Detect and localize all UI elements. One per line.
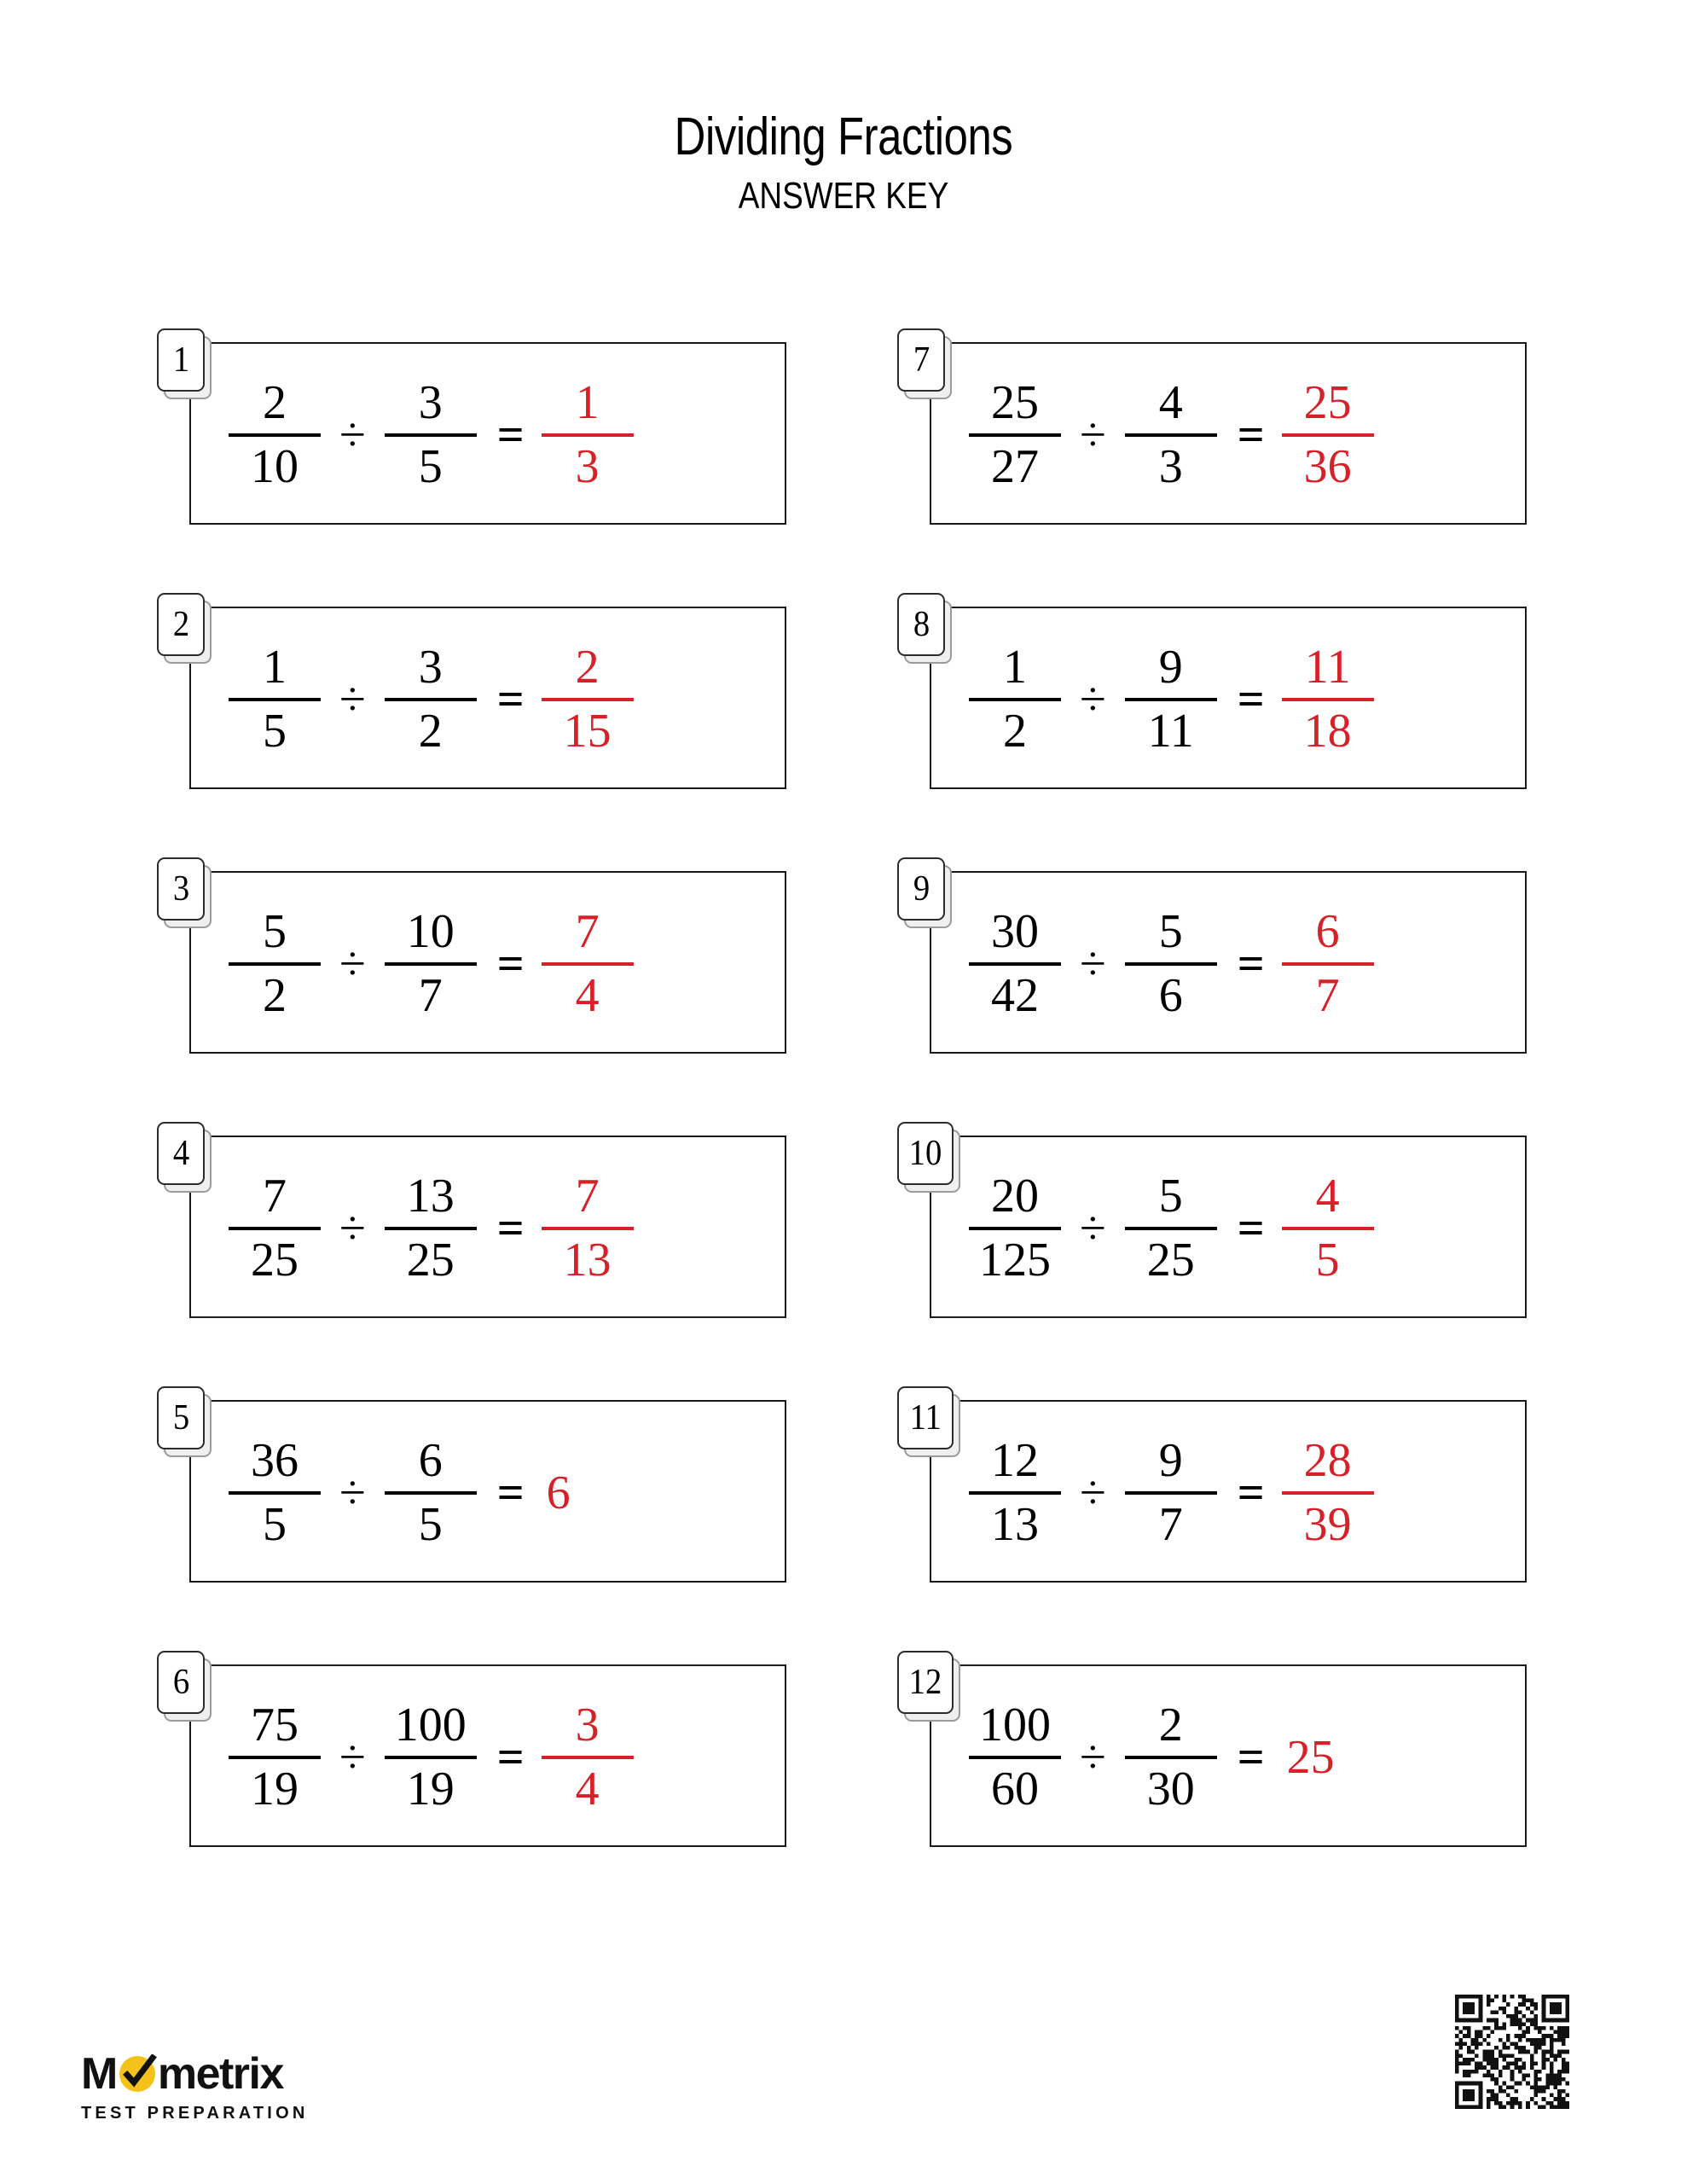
problem-column-left — [172, 328, 786, 1915]
equals-operator: = — [1237, 409, 1265, 462]
dividend-fraction-denominator: 2 — [263, 969, 287, 1022]
divisor-fraction-denominator: 5 — [418, 1498, 443, 1551]
answer-fraction-numerator: 28 — [1303, 1433, 1352, 1487]
divisor-fraction — [1125, 1698, 1217, 1815]
problem-item — [913, 857, 1527, 1054]
equals-operator: = — [496, 409, 525, 462]
answer-fraction-numerator: 11 — [1304, 640, 1351, 694]
divisor-fraction-numerator: 10 — [406, 904, 455, 958]
dividend-fraction-numerator: 7 — [263, 1169, 287, 1223]
dividend-fraction-denominator: 125 — [979, 1234, 1051, 1287]
divisor-fraction-denominator: 6 — [1158, 969, 1183, 1022]
divisor-fraction-numerator: 3 — [418, 640, 443, 694]
equals-operator: = — [1237, 1202, 1265, 1255]
problem-number-badge — [897, 1386, 954, 1449]
divide-operator: ÷ — [1080, 409, 1106, 462]
problem-number: 1 — [172, 340, 189, 380]
answer-fraction — [1282, 1433, 1374, 1551]
dividend-fraction-bar — [969, 962, 1061, 966]
equals-operator: = — [496, 673, 525, 726]
divide-operator: ÷ — [1080, 1467, 1106, 1519]
dividend-fraction-numerator: 100 — [979, 1698, 1051, 1751]
problem-column-right — [908, 328, 1527, 1915]
divisor-fraction-bar — [385, 433, 477, 437]
divisor-fraction-denominator: 11 — [1147, 705, 1194, 758]
badge-face — [897, 1122, 954, 1185]
badge-face — [157, 593, 205, 656]
dividend-fraction-denominator: 2 — [1003, 705, 1027, 758]
badge-face — [157, 328, 205, 392]
problem-item — [908, 1651, 1527, 1847]
answer-fraction-numerator: 1 — [575, 375, 600, 429]
divisor-fraction-denominator: 25 — [406, 1234, 455, 1287]
answer-fraction-denominator: 18 — [1303, 705, 1352, 758]
problem-number-badge — [897, 593, 945, 656]
problem-number-badge — [157, 593, 205, 656]
divisor-fraction-numerator: 9 — [1158, 640, 1183, 694]
divisor-fraction-numerator: 5 — [1158, 904, 1183, 958]
divide-operator: ÷ — [1080, 1731, 1106, 1784]
dividend-fraction-numerator: 20 — [991, 1169, 1039, 1223]
problem-number: 5 — [172, 1398, 189, 1438]
dividend-fraction — [229, 640, 321, 758]
divisor-fraction — [1125, 904, 1217, 1022]
equation — [969, 1165, 1374, 1292]
equals-operator: = — [496, 938, 525, 990]
answer-fraction-numerator: 4 — [1315, 1169, 1340, 1223]
divide-operator: ÷ — [339, 1731, 366, 1784]
divisor-fraction-numerator: 3 — [418, 375, 443, 429]
page-title: Dividing Fractions — [674, 107, 1013, 166]
problem-number-badge — [157, 857, 205, 921]
problem-item — [172, 593, 786, 789]
divisor-fraction-denominator: 7 — [418, 969, 443, 1022]
divisor-fraction-bar — [1125, 1227, 1217, 1230]
problem-number: 9 — [913, 869, 930, 909]
problem-item — [172, 328, 786, 525]
dividend-fraction-denominator: 5 — [263, 1498, 287, 1551]
equation — [229, 1693, 634, 1821]
answer-fraction-numerator: 25 — [1303, 375, 1352, 429]
equals-operator: = — [1237, 1467, 1265, 1519]
divide-operator: ÷ — [339, 673, 366, 726]
badge-face — [157, 857, 205, 921]
dividend-fraction-denominator: 10 — [251, 440, 299, 493]
dividend-fraction-bar — [229, 1756, 321, 1759]
badge-face — [897, 1651, 954, 1714]
answer-fraction-denominator: 5 — [1315, 1234, 1340, 1287]
divide-operator: ÷ — [1080, 1202, 1106, 1255]
answer-fraction-bar — [542, 1756, 634, 1759]
dividend-fraction-denominator: 5 — [263, 705, 287, 758]
dividend-fraction — [229, 1698, 321, 1815]
divisor-fraction — [385, 1433, 477, 1551]
dividend-fraction — [969, 640, 1061, 758]
problem-item — [909, 1386, 1527, 1583]
answer-fraction-bar — [1282, 1491, 1374, 1495]
problem-number-badge — [157, 328, 205, 392]
logo-text-metrix: metrix — [157, 2049, 283, 2099]
problem-number: 7 — [913, 340, 930, 380]
dividend-fraction — [229, 904, 321, 1022]
divisor-fraction — [385, 375, 477, 493]
divisor-fraction — [1125, 1433, 1217, 1551]
divisor-fraction — [385, 904, 477, 1022]
divisor-fraction-bar — [1125, 698, 1217, 701]
answer-fraction-denominator: 7 — [1315, 969, 1340, 1022]
divisor-fraction — [1125, 1169, 1217, 1287]
equals-operator: = — [1237, 1731, 1265, 1784]
equals-operator: = — [1237, 673, 1265, 726]
answer-fraction-denominator: 36 — [1303, 440, 1352, 493]
divisor-fraction-bar — [1125, 1491, 1217, 1495]
answer-fraction — [1282, 1169, 1374, 1287]
answer-fraction — [1282, 640, 1374, 758]
dividend-fraction-bar — [229, 1491, 321, 1495]
answer-fraction-numerator: 2 — [575, 640, 600, 694]
dividend-fraction — [969, 1433, 1061, 1551]
dividend-fraction-numerator: 12 — [991, 1433, 1039, 1487]
answer-fraction-denominator: 15 — [563, 705, 612, 758]
divisor-fraction — [1125, 375, 1217, 493]
answer-whole-number: 25 — [1286, 1731, 1335, 1784]
dividend-fraction — [229, 375, 321, 493]
problem-number-badge — [157, 1651, 205, 1714]
divide-operator: ÷ — [339, 1202, 366, 1255]
answer-fraction-bar — [1282, 698, 1374, 701]
divisor-fraction — [1125, 640, 1217, 758]
answer-fraction-bar — [1282, 433, 1374, 437]
badge-face — [157, 1386, 205, 1449]
dividend-fraction-bar — [969, 433, 1061, 437]
problem-number-badge — [897, 328, 945, 392]
dividend-fraction — [229, 1169, 321, 1287]
equals-operator: = — [496, 1202, 525, 1255]
dividend-fraction — [969, 1169, 1061, 1287]
divide-operator: ÷ — [339, 409, 366, 462]
dividend-fraction-denominator: 60 — [991, 1763, 1039, 1815]
dividend-fraction-denominator: 25 — [251, 1234, 299, 1287]
dividend-fraction — [969, 1698, 1061, 1815]
qr-code[interactable] — [1455, 1995, 1569, 2109]
divisor-fraction-numerator: 2 — [1158, 1698, 1183, 1751]
mometrix-logo — [81, 2049, 371, 2123]
problem-number: 3 — [172, 869, 189, 909]
problem-item — [172, 857, 786, 1054]
answer-fraction-bar — [1282, 962, 1374, 966]
dividend-fraction-bar — [969, 1491, 1061, 1495]
dividend-fraction-numerator: 30 — [991, 904, 1039, 958]
divisor-fraction-numerator: 9 — [1158, 1433, 1183, 1487]
divisor-fraction — [385, 1169, 477, 1287]
dividend-fraction — [969, 375, 1061, 493]
problem-item — [913, 593, 1527, 789]
problem-number-badge — [157, 1122, 205, 1185]
answer-fraction-denominator: 3 — [575, 440, 600, 493]
divisor-fraction-denominator: 7 — [1158, 1498, 1183, 1551]
dividend-fraction-bar — [229, 698, 321, 701]
answer-fraction — [1282, 375, 1374, 493]
answer-fraction — [542, 1169, 634, 1287]
badge-face — [897, 593, 945, 656]
dividend-fraction-numerator: 1 — [1003, 640, 1027, 694]
divisor-fraction-numerator: 4 — [1158, 375, 1183, 429]
problem-number-badge — [897, 1651, 954, 1714]
dividend-fraction-bar — [229, 433, 321, 437]
answer-fraction-bar — [542, 433, 634, 437]
dividend-fraction-denominator: 27 — [991, 440, 1039, 493]
divide-operator: ÷ — [339, 1467, 366, 1519]
answer-fraction-bar — [1282, 1227, 1374, 1230]
equation — [969, 371, 1374, 499]
equation — [969, 1429, 1374, 1557]
divisor-fraction-bar — [1125, 962, 1217, 966]
divisor-fraction-bar — [1125, 1756, 1217, 1759]
divisor-fraction — [385, 640, 477, 758]
equation — [969, 900, 1374, 1028]
answer-fraction — [1282, 904, 1374, 1022]
dividend-fraction-bar — [229, 1227, 321, 1230]
problem-item — [172, 1386, 786, 1583]
dividend-fraction-numerator: 25 — [991, 375, 1039, 429]
divisor-fraction-numerator: 5 — [1158, 1169, 1183, 1223]
divisor-fraction-bar — [1125, 433, 1217, 437]
logo-wordmark — [81, 2049, 371, 2099]
qr-code-image — [1455, 1995, 1569, 2109]
logo-check-circle-icon — [118, 2054, 157, 2094]
divisor-fraction-bar — [385, 1491, 477, 1495]
divisor-fraction-bar — [385, 962, 477, 966]
problem-item — [908, 1122, 1527, 1318]
answer-fraction-denominator: 39 — [1303, 1498, 1352, 1551]
badge-face — [157, 1122, 205, 1185]
problem-number-badge — [157, 1386, 205, 1449]
divisor-fraction-denominator: 3 — [1158, 440, 1183, 493]
problem-number-badge — [897, 1122, 954, 1185]
dividend-fraction-bar — [969, 1227, 1061, 1230]
equals-operator: = — [1237, 938, 1265, 990]
equation — [229, 900, 634, 1028]
divisor-fraction-denominator: 25 — [1146, 1234, 1195, 1287]
answer-fraction-numerator: 3 — [575, 1698, 600, 1751]
problem-number: 12 — [908, 1663, 942, 1702]
problem-item — [913, 328, 1527, 525]
dividend-fraction-numerator: 75 — [251, 1698, 299, 1751]
dividend-fraction-denominator: 13 — [991, 1498, 1039, 1551]
answer-fraction-numerator: 7 — [575, 1169, 600, 1223]
divide-operator: ÷ — [1080, 938, 1106, 990]
checkmark-icon — [118, 2054, 157, 2094]
equals-operator: = — [496, 1731, 525, 1784]
answer-fraction-denominator: 4 — [575, 969, 600, 1022]
equation — [229, 371, 634, 499]
logo-tagline: TEST PREPARATION — [81, 2104, 309, 2123]
divisor-fraction-bar — [385, 698, 477, 701]
divisor-fraction-denominator: 2 — [418, 705, 443, 758]
divisor-fraction-bar — [385, 1227, 477, 1230]
badge-face — [897, 328, 945, 392]
dividend-fraction — [229, 1433, 321, 1551]
dividend-fraction-numerator: 5 — [263, 904, 287, 958]
divisor-fraction-denominator: 19 — [406, 1763, 455, 1815]
problem-number: 4 — [172, 1134, 189, 1173]
problem-number: 2 — [172, 605, 189, 644]
problem-number: 6 — [172, 1663, 189, 1702]
dividend-fraction-numerator: 1 — [263, 640, 287, 694]
equation — [969, 636, 1374, 764]
answer-fraction-denominator: 4 — [575, 1763, 600, 1815]
problem-item — [172, 1122, 786, 1318]
equation — [229, 1429, 576, 1557]
divisor-fraction-denominator: 30 — [1146, 1763, 1195, 1815]
answer-fraction-bar — [542, 698, 634, 701]
badge-face — [157, 1651, 205, 1714]
equation — [969, 1693, 1340, 1821]
badge-face — [897, 857, 945, 921]
answer-fraction-bar — [542, 1227, 634, 1230]
dividend-fraction-bar — [969, 698, 1061, 701]
page-subtitle: ANSWER KEY — [738, 175, 949, 217]
equals-operator: = — [496, 1467, 525, 1519]
answer-fraction — [542, 904, 634, 1022]
badge-face — [897, 1386, 954, 1449]
problem-number: 10 — [908, 1134, 942, 1173]
divisor-fraction — [385, 1698, 477, 1815]
problem-number-badge — [897, 857, 945, 921]
dividend-fraction-denominator: 42 — [991, 969, 1039, 1022]
divide-operator: ÷ — [1080, 673, 1106, 726]
equation — [229, 636, 634, 764]
divisor-fraction-numerator: 13 — [406, 1169, 455, 1223]
logo-letter-m: M — [81, 2049, 117, 2099]
answer-fraction — [542, 640, 634, 758]
divisor-fraction-bar — [385, 1756, 477, 1759]
dividend-fraction-numerator: 36 — [251, 1433, 299, 1487]
answer-fraction-denominator: 13 — [563, 1234, 612, 1287]
worksheet-header — [0, 107, 1687, 217]
divisor-fraction-numerator: 100 — [394, 1698, 467, 1751]
problem-number: 8 — [913, 605, 930, 644]
equation — [229, 1165, 634, 1292]
dividend-fraction-numerator: 2 — [263, 375, 287, 429]
answer-fraction-numerator: 6 — [1315, 904, 1340, 958]
answer-fraction — [542, 1698, 634, 1815]
divisor-fraction-numerator: 6 — [418, 1433, 443, 1487]
dividend-fraction — [969, 904, 1061, 1022]
problem-number: 11 — [909, 1398, 942, 1438]
dividend-fraction-bar — [229, 962, 321, 966]
dividend-fraction-bar — [969, 1756, 1061, 1759]
dividend-fraction-denominator: 19 — [251, 1763, 299, 1815]
answer-whole-number: 6 — [546, 1467, 571, 1519]
answer-fraction-bar — [542, 962, 634, 966]
divisor-fraction-denominator: 5 — [418, 440, 443, 493]
problem-item — [172, 1651, 786, 1847]
divide-operator: ÷ — [339, 938, 366, 990]
answer-fraction — [542, 375, 634, 493]
answer-fraction-numerator: 7 — [575, 904, 600, 958]
